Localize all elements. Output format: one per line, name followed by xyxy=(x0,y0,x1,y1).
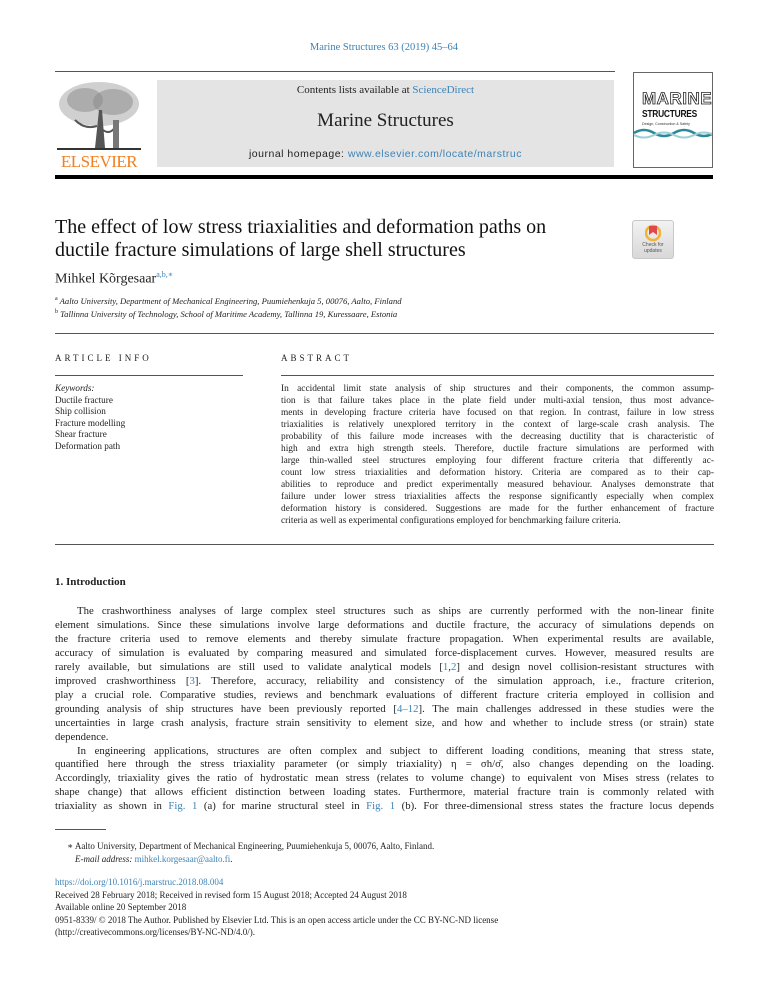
text-segment: ]. The main challenges addressed in these studies were the xyxy=(418,702,714,715)
abstract-line: criteria as well as experimental configurations employed for benchmarking failure criteria. xyxy=(281,516,621,526)
abstract-line: deformation history is considered. Suggestions are made for the further enhancement of fracture xyxy=(281,504,714,514)
article-info-heading: ARTICLE INFO xyxy=(55,353,152,363)
author-affiliation-links[interactable]: a,b,∗ xyxy=(156,270,174,279)
paragraph-line xyxy=(55,772,714,786)
abstract-rule xyxy=(281,375,714,376)
sciencedirect-link[interactable]: ScienceDirect xyxy=(412,84,475,96)
abstract-line: failure under lower stress triaxialities affects the response significantly especially when complex xyxy=(281,492,714,502)
text-segment: The crashworthiness analyses of large complex steel structures such as ships are currently performed with the non-linear finite xyxy=(77,605,714,617)
footnote-text: Aalto University, Department of Mechanical Engineering, Puumiehenkuja 5, 00076, Aalto, Finland. xyxy=(74,841,435,851)
crossmark-icon xyxy=(645,224,661,242)
abstract-line: high and extra high strength steels. Therefore, ductile fracture simulations are performed with xyxy=(281,444,714,454)
paragraph-line xyxy=(55,703,714,717)
text-segment: the fracture criteria used to remove elements and thereby simulate fracture propagation. When experimental results are available, xyxy=(55,632,714,645)
abstract-line: In accidental limit state analysis of ship structures and their components, the common assump- xyxy=(281,384,714,394)
paragraph-line xyxy=(55,647,714,661)
abstract-line: probability of this failure mode increases with the decreasing ductility that is characteristic of xyxy=(281,432,714,442)
journal-banner xyxy=(157,80,614,167)
abstract-line: abilities to reproduce and predict experimentally measured behaviour. Analyses demonstrate that xyxy=(281,480,714,490)
journal-cover-thumbnail[interactable] xyxy=(633,72,713,168)
text-segment: , xyxy=(448,660,451,673)
title-line: ductile fracture simulations of large shell structures xyxy=(55,239,466,261)
text-segment: uncertainties in large crash analysis, fracture strain sensitivity to element size, and how and whether to include stress (or strain) state xyxy=(55,716,714,729)
homepage-prefix: journal homepage: xyxy=(248,148,348,160)
affiliation-a: $^a$ Aalto University, Department of Mechanical Engineering, Puumiehenkuja 5, 00076, Aalto, Finland xyxy=(55,296,402,306)
keyword: Fracture modelling xyxy=(55,417,126,428)
paragraph-line xyxy=(55,675,714,689)
footnote-mark: ∗ xyxy=(67,841,74,851)
available-online-date: Available online 20 September 2018 xyxy=(55,902,187,912)
footnote-rule xyxy=(55,829,106,830)
abstract-line: count low stress triaxialities and deformation history. Criteria are compared as to their cap- xyxy=(281,468,714,478)
text-segment: quantified here through the stress triaxiality parameter (or simply triaxiality) η = σh/σ̄, also changes depending on the loading. xyxy=(55,758,714,771)
abstract-line: triaxialities is relatively unexplored territory in the context of large-scale crash analysis. The xyxy=(281,420,714,430)
check-for-updates-button[interactable] xyxy=(632,220,674,259)
text-segment: ]. Therefore, accuracy, reliability and consistency of the simulation approach, i.e., fracture criterion, xyxy=(194,674,715,687)
text-segment: Accordingly, triaxiality gives the ratio of hydrostatic mean stress (relates to volume change) to equivalent von Mises stress (relates to xyxy=(55,772,714,785)
footnote: ∗ Aalto University, Department of Mechanical Engineering, Puumiehenkuja 5, 00076, Aalto, Finland. E-mail address: mihkel.korgesaar@aalto.fi. xyxy=(67,841,435,864)
reference-link[interactable]: 3 xyxy=(189,674,195,687)
author-name xyxy=(55,270,173,288)
cover-subtitle: Design, Construction & Safety xyxy=(642,122,690,126)
contents-prefix: Contents lists available at xyxy=(296,84,413,96)
keywords-list xyxy=(55,383,125,453)
keyword: Ship collision xyxy=(55,406,106,417)
text-segment: improved crashworthiness [ xyxy=(55,674,190,687)
homepage-line xyxy=(157,148,614,160)
reference-link[interactable]: 4–12 xyxy=(397,702,419,715)
elsevier-logo[interactable] xyxy=(55,80,143,170)
reference-link[interactable]: 2 xyxy=(450,660,457,673)
paragraph-line xyxy=(55,633,714,647)
publication-info xyxy=(55,876,498,939)
reference-link[interactable]: Fig. 1 xyxy=(366,800,396,813)
title-line: The effect of low stress triaxialities and deformation paths on xyxy=(55,216,547,238)
text-segment: element simulations. Since these simulations involve large deformations and ductile fracture, the accuracy of simulations depends on xyxy=(55,618,714,631)
paragraph-line xyxy=(55,661,714,675)
text-segment: In engineering applications, structures are often complex and subject to different loading conditions, meaning that stress state, xyxy=(77,744,714,757)
abstract-line: large thin-walled steel structures employing four different fracture criteria that differently ac- xyxy=(281,456,714,466)
reference-link[interactable]: Fig. 1 xyxy=(168,800,198,813)
text-segment: triaxiality as shown in xyxy=(55,800,169,813)
elsevier-tree-icon xyxy=(55,80,143,152)
article-title xyxy=(55,216,615,262)
paragraph-line xyxy=(55,758,714,772)
doi-link[interactable]: https://doi.org/10.1016/j.marstruc.2018.08.004 xyxy=(55,877,224,887)
reference-link[interactable]: 1 xyxy=(442,660,449,673)
text-segment: rarely available, but simulations are still used to validate analytical models [ xyxy=(55,660,443,673)
elsevier-wordmark: ELSEVIER xyxy=(60,152,138,171)
header-thick-rule xyxy=(55,175,713,179)
received-dates: Received 28 February 2018; Received in revised form 15 August 2018; Accepted 24 August 2018 xyxy=(55,889,407,900)
journal-name: Marine Structures xyxy=(317,110,454,131)
paragraph-line xyxy=(55,786,714,800)
author-email-link[interactable]: mihkel.korgesaar@aalto.fi xyxy=(134,854,231,864)
text-segment: dependence. xyxy=(55,730,109,743)
abstract-line: ments in developing fracture criteria have focused on that region. In contrast, failure in low stress xyxy=(281,408,714,418)
header-rule xyxy=(55,71,615,72)
keyword: Shear fracture xyxy=(55,429,107,440)
copyright-notice: 0951-8339/ © 2018 The Author. Published by Elsevier Ltd. This is an open access article under the CC BY-NC-ND license xyxy=(55,914,499,925)
abstract-bottom-rule xyxy=(55,544,714,545)
text-segment: (a) for marine structural steel in xyxy=(197,800,367,813)
cover-title-line2: STRUCTURES xyxy=(642,108,698,120)
text-segment: grounding analysis of ship structures have been previously reported [ xyxy=(55,702,397,715)
abstract-body xyxy=(281,383,714,527)
keyword: Ductile fracture xyxy=(55,394,113,405)
text-segment: (b). For three-dimensional stress states the fracture locus depends xyxy=(395,800,714,813)
author-text: Mihkel Kõrgesaar xyxy=(55,271,157,287)
contents-line xyxy=(157,84,614,96)
cover-title-line1: MARINE xyxy=(642,89,713,108)
journal-citation-link[interactable]: Marine Structures 63 (2019) 45–64 xyxy=(309,42,459,53)
introduction-heading: 1. Introduction xyxy=(55,576,126,588)
email-label: E-mail address: xyxy=(75,854,133,864)
license-url: (http://creativecommons.org/licenses/BY-NC-ND/4.0/). xyxy=(55,927,256,937)
crossmark-label: Check for updates xyxy=(642,242,664,254)
paragraph-line xyxy=(55,605,714,619)
text-segment: shape change) that allows efficient distinction between loading states. Furthermore, material fracture train is commonly related with xyxy=(55,786,714,799)
introduction-body xyxy=(55,605,714,814)
paragraph-line xyxy=(55,717,714,731)
cover-wave-icon xyxy=(634,127,712,139)
keyword: Deformation path xyxy=(55,440,121,451)
journal-homepage-link[interactable]: www.elsevier.com/locate/marstruc xyxy=(347,148,523,160)
text-segment: accuracy of simulation is evaluated by comparing measured and simulated force-displacement curves. However, measured results are xyxy=(55,646,714,659)
paragraph-line xyxy=(55,731,714,745)
abstract-heading: ABSTRACT xyxy=(281,353,353,363)
abstract-line: tion is that failure takes place in the plate field under multi-axial tension, thus most advance- xyxy=(281,396,714,406)
text-segment: play a crucial role. Comparative studies, reviews and benchmark evaluations of different fracture criteria employed in collision and xyxy=(55,688,714,701)
paragraph-line xyxy=(55,800,714,814)
paragraph-line xyxy=(55,689,714,703)
paragraph-line xyxy=(55,619,714,633)
paragraph-line xyxy=(55,745,714,759)
text-segment: ] and design novel collision-resistant structures with xyxy=(456,660,714,673)
article-info-rule xyxy=(55,375,243,376)
section-rule xyxy=(55,333,714,334)
keywords-label: Keywords: xyxy=(55,383,95,393)
affiliation-b: $^b$ Tallinna University of Technology, School of Maritime Academy, Tallinna 19, Kuressaare, Estonia xyxy=(55,309,398,319)
